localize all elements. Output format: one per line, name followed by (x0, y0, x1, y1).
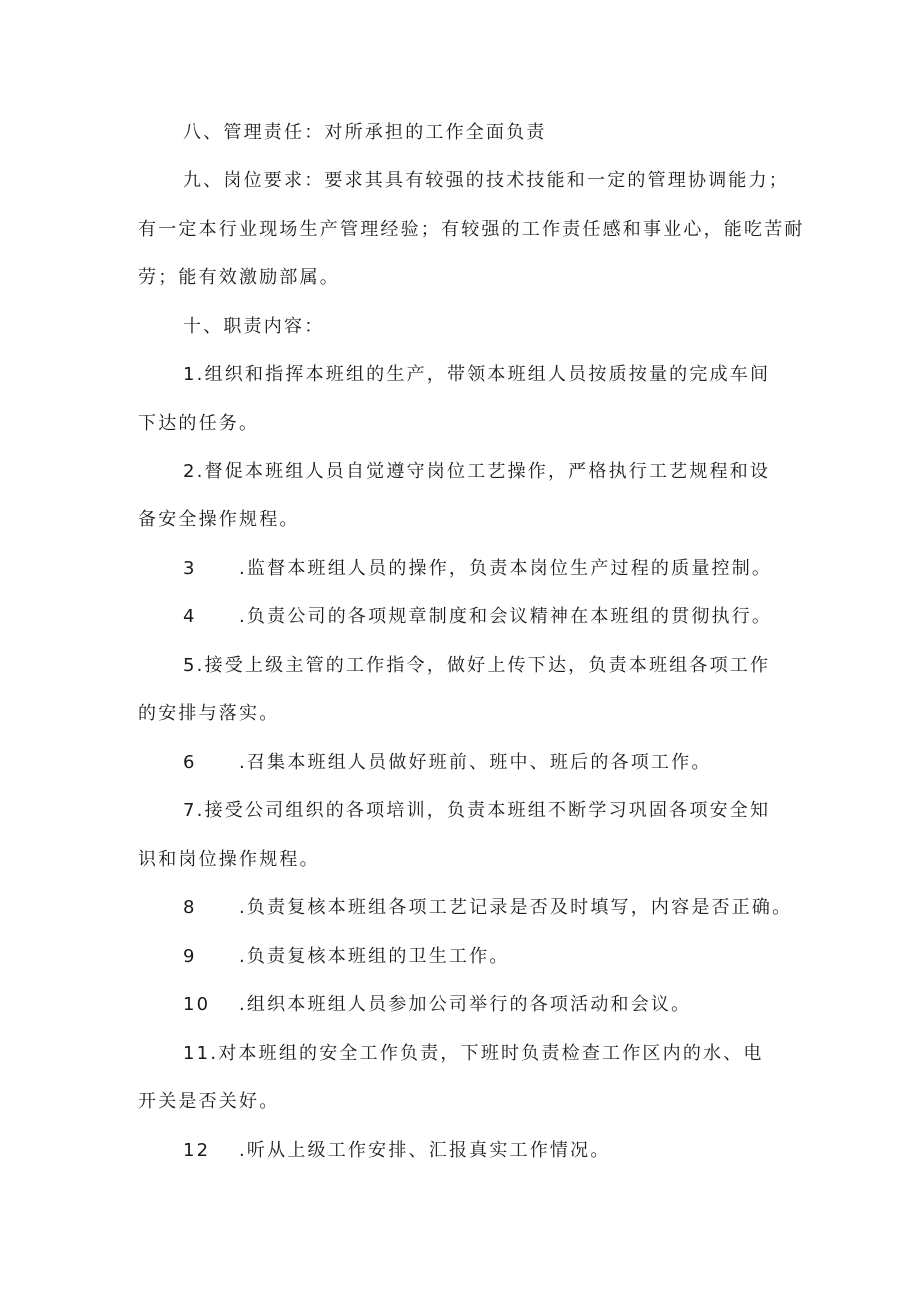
section-10-heading: 十、职责内容： (183, 316, 325, 337)
item-number: 4 (183, 606, 197, 627)
item-number: 6 (183, 752, 197, 773)
item-text: .接受公司组织的各项培训，负责本班组不断学习巩固各项安全知 (196, 800, 771, 821)
item-text: .对本班组的安全工作负责，下班时负责检查工作区内的水、电 (210, 1043, 764, 1064)
section-8-heading: 八、管理责任：对所承担的工作全面负责 (183, 122, 547, 143)
list-item (183, 993, 691, 1017)
list-item (183, 460, 770, 484)
item-number: 9 (183, 946, 197, 967)
list-item (183, 654, 770, 678)
list-item (183, 557, 772, 581)
list-item (183, 896, 792, 920)
item-number: 2 (183, 461, 197, 482)
list-item (183, 1139, 611, 1163)
item-text: .组织和指挥本班组的生产，带领本班组人员按质按量的完成车间 (196, 364, 771, 385)
list-item-continuation: 识和岗位操作规程。 (138, 849, 320, 870)
item-number: 1 (183, 364, 197, 385)
section-9-line-2: 有一定本行业现场生产管理经验；有较强的工作责任感和事业心，能吃苦耐 (138, 219, 805, 240)
list-item-continuation: 的安排与落实。 (138, 703, 280, 724)
item-text: .接受上级主管的工作指令，做好上传下达，负责本班组各项工作 (196, 655, 771, 676)
list-item (183, 1042, 764, 1066)
item-number: 3 (183, 558, 197, 579)
item-text: .负责复核本班组的卫生工作。 (239, 946, 510, 967)
item-text: .负责复核本班组各项工艺记录是否及时填写，内容是否正确。 (239, 897, 793, 918)
item-text: .督促本班组人员自觉遵守岗位工艺操作，严格执行工艺规程和设 (196, 461, 771, 482)
item-number: 12 (183, 1140, 211, 1161)
list-item (183, 799, 770, 823)
item-number: 10 (183, 994, 211, 1015)
section-9-line-3: 劳；能有效激励部属。 (138, 267, 340, 288)
section-9-line-1: 九、岗位要求：要求其具有较强的技术技能和一定的管理协调能力； (183, 170, 789, 191)
list-item (183, 945, 510, 969)
list-item (183, 363, 770, 387)
item-text: .召集本班组人员做好班前、班中、班后的各项工作。 (239, 752, 712, 773)
item-number: 5 (183, 655, 197, 676)
item-text: .负责公司的各项规章制度和会议精神在本班组的贯彻执行。 (239, 606, 773, 627)
item-number: 8 (183, 897, 197, 918)
list-item (183, 751, 712, 775)
item-text: .听从上级工作安排、汇报真实工作情况。 (239, 1140, 611, 1161)
item-text: .组织本班组人员参加公司举行的各项活动和会议。 (239, 994, 692, 1015)
item-number: 11 (183, 1043, 211, 1064)
item-text: .监督本班组人员的操作，负责本岗位生产过程的质量控制。 (239, 558, 773, 579)
item-number: 7 (183, 800, 197, 821)
list-item-continuation: 下达的任务。 (138, 413, 260, 434)
list-item-continuation: 备安全操作规程。 (138, 509, 300, 530)
list-item-continuation: 开关是否关好。 (138, 1091, 280, 1112)
list-item (183, 605, 772, 629)
